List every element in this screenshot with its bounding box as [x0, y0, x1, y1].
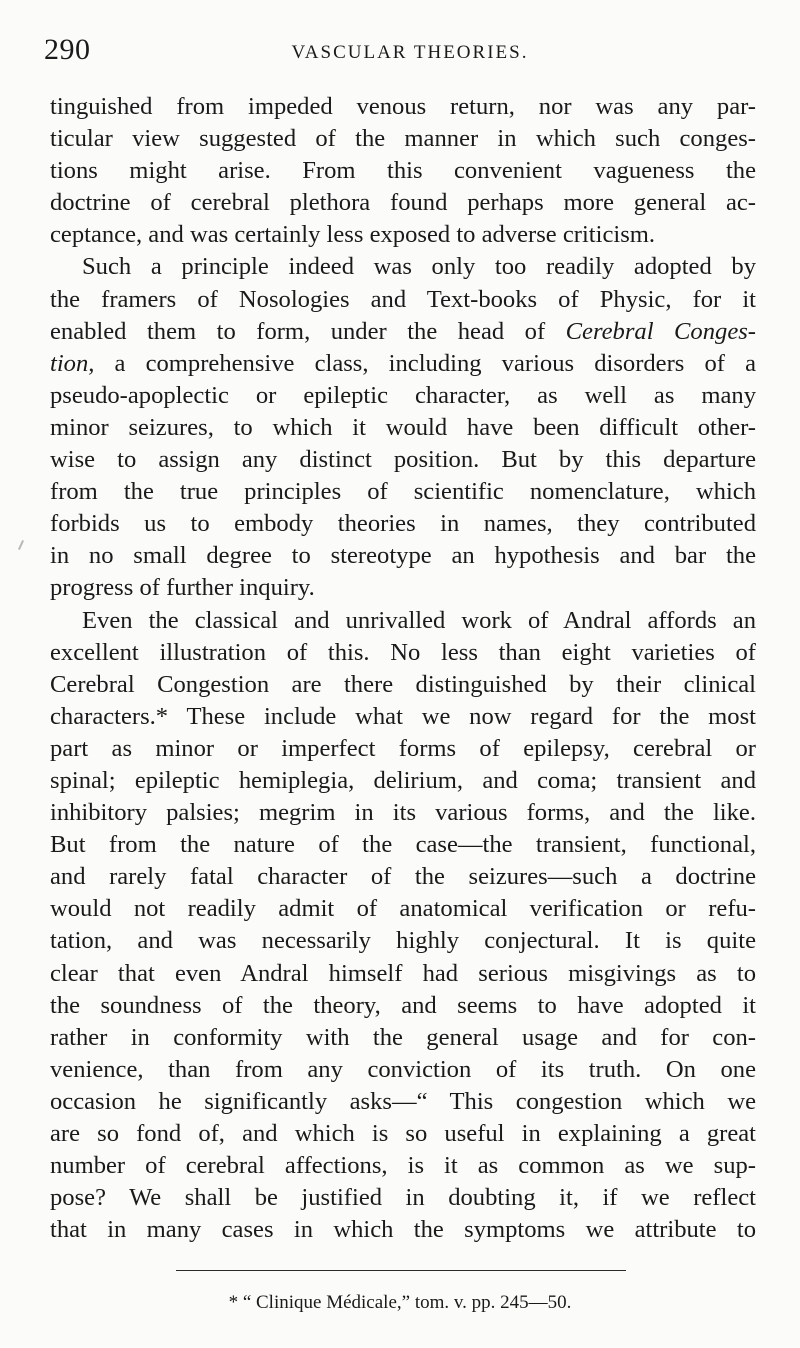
- text-line: pseudo-apoplectic or epileptic character, as well as many: [50, 381, 756, 409]
- text-line: pose? We shall be justified in doubting it, if we reflect: [50, 1184, 756, 1212]
- text-line: ceptance, and was certainly less exposed to adverse criticism.: [50, 221, 656, 249]
- page-number: 290: [44, 33, 91, 66]
- text-span: enabled them to form, under the head of: [50, 317, 566, 345]
- text-line: in no small degree to stereotype an hypothesis and bar the: [50, 542, 756, 570]
- running-head: VASCULAR THEORIES.: [291, 42, 529, 63]
- text-line: ticular view suggested of the manner in which such conges-: [50, 125, 756, 153]
- footnote: * “ Clinique Médicale,” tom. v. pp. 245—50.: [228, 1292, 572, 1313]
- text-line: [50, 316, 756, 348]
- text-line: venience, than from any conviction of its truth. On one: [50, 1055, 756, 1083]
- text-line: clear that even Andral himself had serious misgivings as to: [50, 959, 756, 987]
- text-line: occasion he significantly asks—“ This congestion which we: [50, 1087, 756, 1115]
- text-line: minor seizures, to which it would have been difficult other-: [50, 413, 756, 441]
- text-line: are so fond of, and which is so useful in explaining a great: [50, 1120, 756, 1147]
- text-line: the framers of Nosologies and Text-books of Physic, for it: [50, 285, 756, 313]
- margin-mark: [18, 540, 24, 550]
- text-line: Even the classical and unrivalled work of Andral affords an: [82, 606, 756, 634]
- text-line: wise to assign any distinct position. But by this departure: [50, 446, 756, 474]
- text-line: would not readily admit of anatomical verification or refu-: [50, 895, 756, 923]
- text-line: inhibitory palsies; megrim in its various forms, and the like.: [50, 799, 756, 827]
- text-line: progress of further inquiry.: [50, 574, 315, 602]
- text-line: tation, and was necessarily highly conjectural. It is quite: [50, 927, 756, 955]
- page-header: [44, 30, 756, 70]
- text-line: number of cerebral affections, is it as common as we sup-: [50, 1152, 756, 1180]
- italic-text: tion,: [50, 349, 95, 377]
- italic-text: Cerebral Conges-: [565, 317, 756, 345]
- text-span: a comprehensive class, including various disorders of a: [94, 349, 756, 377]
- text-line: tions might arise. From this convenient vagueness the: [50, 157, 756, 185]
- text-line: and rarely fatal character of the seizures—such a doctrine: [50, 863, 756, 891]
- text-line: excellent illustration of this. No less than eight varieties of: [50, 638, 756, 666]
- text-line: spinal; epileptic hemiplegia, delirium, and coma; transient and: [50, 766, 756, 794]
- text-line: rather in conformity with the general usage and for con-: [50, 1023, 756, 1051]
- text-line: [50, 348, 756, 380]
- text-line: characters.* These include what we now regard for the most: [50, 702, 756, 730]
- text-line: forbids us to embody theories in names, they contributed: [50, 510, 756, 538]
- text-line: the soundness of the theory, and seems to have adopted it: [50, 991, 756, 1019]
- text-line: tinguished from impeded venous return, nor was any par-: [50, 93, 756, 120]
- text-line: Cerebral Congestion are there distinguished by their clinical: [50, 670, 756, 698]
- text-line: But from the nature of the case—the transient, functional,: [50, 831, 756, 859]
- text-line: doctrine of cerebral plethora found perhaps more general ac-: [50, 189, 756, 217]
- text-line: from the true principles of scientific nomenclature, which: [50, 478, 756, 506]
- body-text: [50, 91, 756, 1246]
- footnote-rule: [176, 1270, 626, 1271]
- text-line: Such a principle indeed was only too readily adopted by: [82, 253, 756, 281]
- text-line: part as minor or imperfect forms of epilepsy, cerebral or: [50, 734, 756, 762]
- text-line: that in many cases in which the symptoms we attribute to: [50, 1216, 756, 1244]
